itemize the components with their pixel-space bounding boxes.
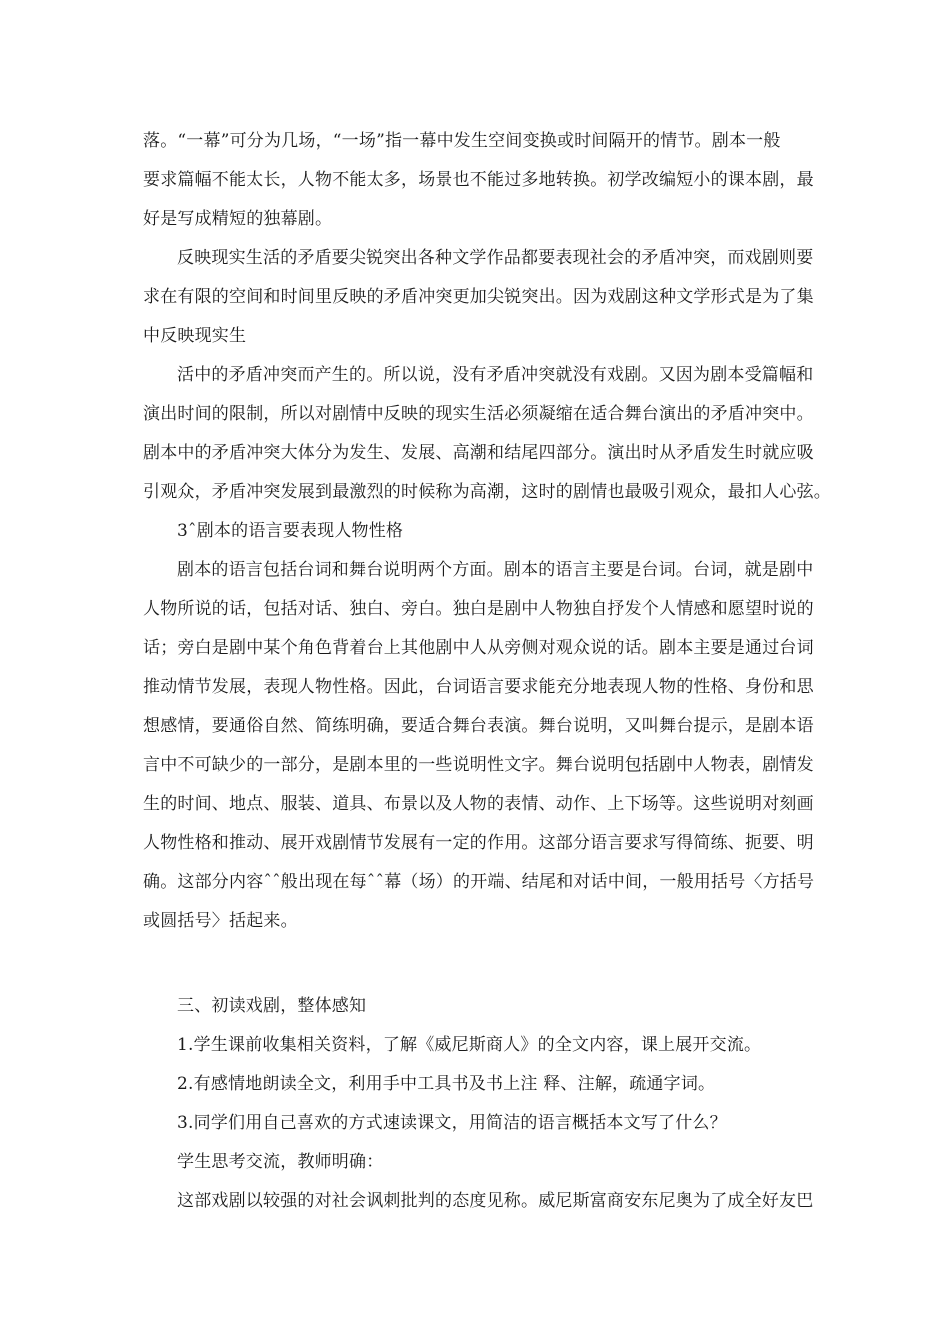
- list-item-1: 1.学生课前收集相关资料，了解《威尼斯商人》的全文内容，课上展开交流。: [177, 1035, 762, 1055]
- paragraph-4-line-9: 确。这部分内容ˆˆ般出现在每ˆˆ幕（场）的开端、结尾和对话中间，一般用括号〈方括号: [143, 872, 815, 892]
- paragraph-4-line-8: 人物性格和推动、展开戏剧情节发展有一定的作用。这部分语言要求写得简练、扼要、明: [143, 833, 814, 853]
- paragraph-1-line-1: 落。“一幕”可分为几场，“一场”指一幕中发生空间变换或时间隔开的情节。剧本一般: [143, 131, 781, 151]
- paragraph-1-line-3: 好是写成精短的独幕剧。: [143, 209, 333, 229]
- paragraph-3-line-1: 活中的矛盾冲突而产生的。所以说，没有矛盾冲突就没有戏剧。又因为剧本受篇幅和: [177, 365, 814, 385]
- paragraph-1-line-2: 要求篇幅不能太长，人物不能太多，场景也不能过多地转换。初学改编短小的课本剧，最: [143, 170, 814, 190]
- paragraph-3-line-2: 演出时间的限制，所以对剧情中反映的现实生活必须凝缩在适合舞台演出的矛盾冲突中。: [143, 404, 814, 424]
- list-item-3: 3.同学们用自己喜欢的方式速读课文，用简洁的语言概括本文写了什么？: [177, 1113, 727, 1133]
- list-item-2: 2.有感情地朗读全文，利用手中工具书及书上注 释、注解，疏通字词。: [177, 1074, 716, 1094]
- section-3-title: 三、初读戏剧，整体感知: [177, 996, 367, 1016]
- paragraph-4-line-4: 推动情节发展，表现人物性格。因此，台词语言要求能充分地表现人物的性格、身份和思: [143, 677, 814, 697]
- paragraph-4-line-3: 话；旁白是剧中某个角色背着台上其他剧中人从旁侧对观众说的话。剧本主要是通过台词: [143, 638, 814, 658]
- paragraph-3-line-4: 引观众，矛盾冲突发展到最激烈的时候称为高潮，这时的剧情也最吸引观众，最扣人心弦。: [143, 482, 831, 502]
- exchange-line: 学生思考交流，教师明确：: [177, 1152, 384, 1172]
- paragraph-4-line-7: 生的时间、地点、服装、道具、布景以及人物的表情、动作、上下场等。这些说明对刻画: [143, 794, 814, 814]
- paragraph-4-line-5: 想感情，要通俗自然、简练明确，要适合舞台表演。舞台说明，又叫舞台提示，是剧本语: [143, 716, 814, 736]
- paragraph-2-line-2: 求在有限的空间和时间里反映的矛盾冲突更加尖锐突出。因为戏剧这种文学形式是为了集: [143, 287, 814, 307]
- paragraph-4-line-1: 剧本的语言包括台词和舞台说明两个方面。剧本的语言主要是台词。台词，就是剧中: [177, 560, 814, 580]
- final-paragraph-line-1: 这部戏剧以较强的对社会讽刺批判的态度见称。威尼斯富商安东尼奥为了成全好友巴: [177, 1191, 814, 1211]
- paragraph-2-line-3: 中反映现实生: [143, 326, 247, 346]
- paragraph-4-line-6: 言中不可缺少的一部分，是剧本里的一些说明性文字。舞台说明包括剧中人物表，剧情发: [143, 755, 814, 775]
- paragraph-2-line-1: 反映现实生活的矛盾要尖锐突出各种文学作品都要表现社会的矛盾冲突，而戏剧则要: [177, 248, 814, 268]
- paragraph-3-line-3: 剧本中的矛盾冲突大体分为发生、发展、高潮和结尾四部分。演出时从矛盾发生时就应吸: [143, 443, 814, 463]
- paragraph-4-line-2: 人物所说的话，包括对话、独白、旁白。独白是剧中人物独自抒发个人情感和愿望时说的: [143, 599, 814, 619]
- subheading-language: 3ˆ剧本的语言要表现人物性格: [177, 521, 404, 541]
- paragraph-4-line-10: 或圆括号〉括起来。: [143, 911, 298, 931]
